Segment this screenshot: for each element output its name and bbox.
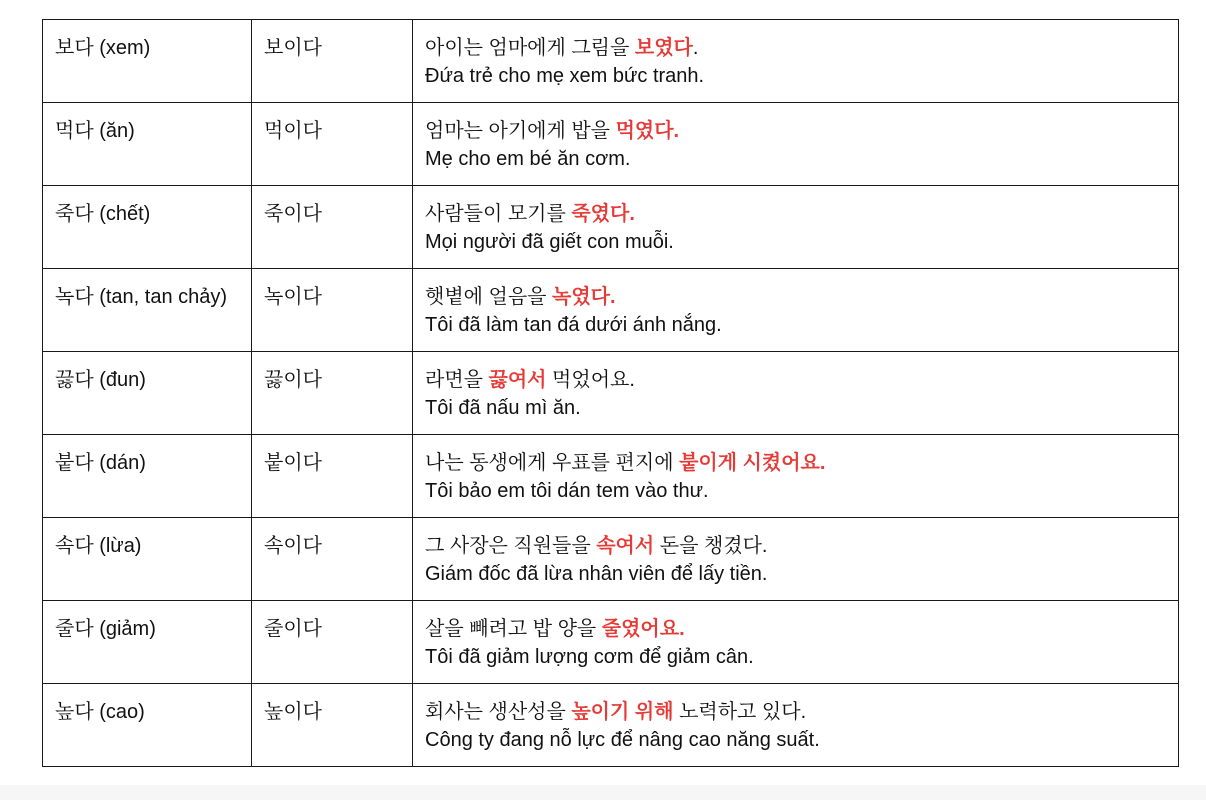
highlighted-causative-form: 죽였다. — [571, 203, 635, 225]
highlighted-causative-form: 붙이게 시켰어요. — [679, 452, 826, 474]
vietnamese-translation: Mọi người đã giết con muỗi. — [425, 231, 674, 253]
base-verb-cell: 속다 (lừa) — [43, 518, 252, 601]
example-cell — [413, 518, 1179, 601]
page-bottom-strip — [0, 785, 1206, 800]
korean-example — [425, 532, 1166, 560]
example-cell — [413, 352, 1179, 435]
causative-verb-cell: 녹이다 — [252, 269, 413, 352]
korean-text-before: 사람들이 모기를 — [425, 203, 572, 225]
table-row — [43, 20, 1179, 103]
example-cell — [413, 601, 1179, 684]
base-verb-cell: 보다 (xem) — [43, 20, 252, 103]
korean-example — [425, 698, 1166, 726]
korean-text-after: 노력하고 있다. — [673, 701, 807, 723]
korean-text-before: 아이는 엄마에게 그림을 — [425, 37, 635, 59]
korean-text-after: . — [692, 37, 699, 59]
highlighted-causative-form: 보였다 — [634, 37, 693, 59]
vietnamese-translation: Mẹ cho em bé ăn cơm. — [425, 148, 631, 170]
base-verb-cell: 줄다 (giảm) — [43, 601, 252, 684]
korean-text-after: 돈을 챙겼다. — [654, 535, 768, 557]
korean-text-before: 엄마는 아기에게 밥을 — [425, 120, 616, 142]
example-cell — [413, 684, 1179, 767]
korean-text-before: 그 사장은 직원들을 — [425, 535, 597, 557]
korean-example — [425, 615, 1166, 643]
causative-verb-cell: 붙이다 — [252, 435, 413, 518]
example-cell — [413, 269, 1179, 352]
korean-example — [425, 200, 1166, 228]
table-row — [43, 103, 1179, 186]
example-cell — [413, 20, 1179, 103]
korean-text-before: 나는 동생에게 우표를 편지에 — [425, 452, 680, 474]
korean-example — [425, 283, 1166, 311]
causative-verb-cell: 끓이다 — [252, 352, 413, 435]
causative-verb-cell: 먹이다 — [252, 103, 413, 186]
highlighted-causative-form: 줄였어요. — [601, 618, 685, 640]
vietnamese-translation: Tôi đã làm tan đá dưới ánh nắng. — [425, 314, 722, 336]
korean-example — [425, 366, 1166, 394]
base-verb-cell: 죽다 (chết) — [43, 186, 252, 269]
vietnamese-translation: Tôi đã giảm lượng cơm để giảm cân. — [425, 646, 754, 668]
example-cell — [413, 103, 1179, 186]
base-verb-cell: 먹다 (ăn) — [43, 103, 252, 186]
korean-example — [425, 449, 1166, 477]
highlighted-causative-form: 먹였다. — [615, 120, 680, 142]
base-verb-cell: 녹다 (tan, tan chảy) — [43, 269, 252, 352]
table-row — [43, 518, 1179, 601]
table-body — [43, 20, 1179, 767]
base-verb-cell: 붙다 (dán) — [43, 435, 252, 518]
vietnamese-translation: Tôi đã nấu mì ăn. — [425, 397, 581, 419]
vietnamese-translation: Tôi bảo em tôi dán tem vào thư. — [425, 480, 709, 502]
table-row — [43, 435, 1179, 518]
causative-verb-cell: 높이다 — [252, 684, 413, 767]
table-row — [43, 269, 1179, 352]
example-cell — [413, 435, 1179, 518]
korean-text-before: 회사는 생산성을 — [425, 701, 572, 723]
highlighted-causative-form: 속여서 — [596, 535, 655, 557]
korean-text-before: 햇볕에 얼음을 — [425, 286, 553, 308]
table-row — [43, 601, 1179, 684]
causative-verb-cell: 줄이다 — [252, 601, 413, 684]
causative-verb-table — [42, 19, 1179, 767]
korean-text-before: 살을 빼려고 밥 양을 — [425, 618, 602, 640]
causative-verb-cell: 속이다 — [252, 518, 413, 601]
table-row — [43, 684, 1179, 767]
vietnamese-translation: Công ty đang nỗ lực để nâng cao năng suất. — [425, 729, 820, 751]
causative-verb-cell: 죽이다 — [252, 186, 413, 269]
example-cell — [413, 186, 1179, 269]
base-verb-cell: 높다 (cao) — [43, 684, 252, 767]
highlighted-causative-form: 녹였다. — [552, 286, 616, 308]
korean-text-after: 먹었어요. — [546, 369, 635, 391]
causative-verb-cell: 보이다 — [252, 20, 413, 103]
table-row — [43, 186, 1179, 269]
base-verb-cell: 끓다 (đun) — [43, 352, 252, 435]
table-row — [43, 352, 1179, 435]
korean-example — [425, 117, 1166, 145]
highlighted-causative-form: 높이기 위해 — [571, 701, 674, 723]
highlighted-causative-form: 끓여서 — [488, 369, 547, 391]
korean-text-before: 라면을 — [425, 369, 489, 391]
vietnamese-translation: Giám đốc đã lừa nhân viên để lấy tiền. — [425, 563, 768, 585]
korean-example — [425, 34, 1166, 62]
vietnamese-translation: Đứa trẻ cho mẹ xem bức tranh. — [425, 65, 705, 87]
